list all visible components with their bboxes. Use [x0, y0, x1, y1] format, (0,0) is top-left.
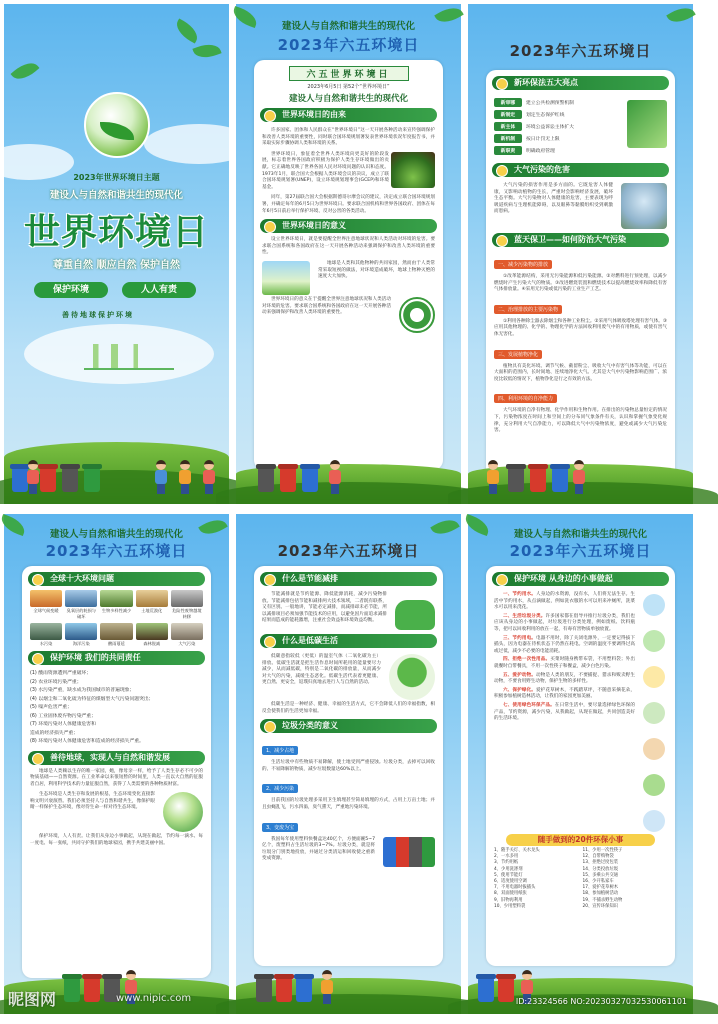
child-figure: [320, 970, 334, 1004]
child-figure: [154, 460, 168, 494]
highlight-text: 划定生态保护红线: [526, 113, 565, 118]
badge-everyone-responsible: 人人有责: [122, 282, 196, 298]
problem-label: 水污染: [39, 641, 53, 646]
highlights-list: [494, 98, 619, 155]
section-bar: 新环保法五大亮点: [492, 76, 669, 90]
tip-entry: 19、不捕杀野生动物: [582, 897, 623, 903]
badge-protect-environment: 保护环境: [34, 282, 108, 298]
theme-subtitle: 建设人与自然和谐共生的现代化: [49, 190, 183, 201]
highlight-tag: 新主体: [494, 122, 522, 131]
header-line: 建设人与自然和谐共生的现代化: [49, 529, 183, 540]
paragraph: ①改革能源结构，采用无污染能源和低污染能源。②对燃料进行预处理，以减少燃烧时产生污染大气的物质。③改进燃烧装置和燃烧技术以提高燃烧效率和降低有害气体排放量。④采用无污染或低污染的工业生产工艺。: [494, 274, 667, 293]
sprout-photo: [391, 152, 435, 188]
theme-line: 2023年世界环境日主题: [73, 173, 160, 182]
sub-label: 三、发展植物净化: [494, 350, 542, 359]
recycle-bin-icon: [258, 468, 274, 492]
recycle-bin-icon: [478, 978, 494, 1002]
problem-tile: [171, 590, 203, 620]
duty-item: (2) 农业环境污染严重；: [30, 679, 82, 685]
problem-label: 海洋污染: [72, 641, 90, 646]
twenty-tips-banner: 随手做到的20件环保小事: [506, 834, 655, 846]
sub-label: 二、治理排放的主要污染物: [494, 305, 562, 314]
sub-label: 四、利用环境的自净能力: [494, 394, 557, 403]
recycle-bin-icon: [530, 468, 546, 492]
tip-entry: 6、适度使用空调: [494, 879, 527, 885]
header-title: 2023年六五环境日: [509, 542, 652, 560]
recycle-bin-icon: [64, 978, 80, 1002]
tip-entry: 14、分类投放垃圾: [582, 866, 619, 872]
problem-tile: [30, 623, 62, 647]
paragraph: 大气环境的自净有物理、化学作用和生物作用。在排出的污染物总量恒定的情况下，污染物浓度在时间上和空间上的分布同气象条件有关，认识和掌握气象变化规律，充分利用大气自净能力，可以降低大气中污染物浓度，避免或减少大气污染危害。: [494, 408, 667, 434]
eco-car-icon: [395, 600, 435, 630]
tip-paragraph: [494, 703, 635, 723]
problem-label: 大气污染: [178, 641, 196, 646]
cover-char: 球: [89, 311, 96, 319]
child-figure: [572, 460, 586, 494]
section-bar: 世界环境日的意义: [260, 219, 437, 233]
problem-label: 森林锐减: [143, 641, 161, 646]
recycle-bin-icon: [296, 978, 312, 1002]
tip-entry: 3、节约用纸: [494, 860, 519, 866]
tip-label: 二、生活垃圾分类。: [503, 613, 546, 619]
child-figure: [26, 460, 40, 494]
sorting-bins-cartoon: [383, 837, 435, 867]
problem-label: 全球气候变暖: [33, 608, 59, 613]
watermark-logo: 昵图网: [8, 990, 57, 1009]
highlight-text: 环境公益诉讼主体扩大: [526, 125, 574, 130]
cover-slogan: 尊重自然 顺应自然 保护自然: [53, 260, 180, 271]
tip-entry: 8、双面使用纸张: [494, 891, 527, 897]
section-bar: 大气污染的危害: [492, 163, 669, 177]
paragraph: 植物具有美化环境、调节气候、截留粉尘、吸收大气中有害气体等功能，可以在大面积的范围内，长时间地、连续地净化大气。尤其是大气中污染物影响范围广、浓度比较低的情况下，植物净化是行之有效的方法。: [494, 363, 667, 382]
problem-label: 酸雨蔓延: [108, 641, 125, 646]
tip-label: 三、节约用电。: [503, 635, 537, 641]
problem-tile: [100, 623, 132, 647]
recycle-bin-icon: [40, 468, 56, 492]
recycle-bin-icon: [62, 468, 78, 492]
section-bar: 保护环境 从身边的小事做起: [492, 572, 669, 586]
bicycle-icon: [643, 810, 665, 832]
tip-entry: 2、一水多用: [494, 854, 519, 860]
sub-label: 1、减少占地: [262, 746, 298, 755]
tip-paragraph: [494, 592, 635, 612]
wind-turbine-photo: [262, 261, 310, 295]
tip-text: 买菜时随身携带布袋，不用塑料袋；外出就餐时自带餐具，不用一次性筷子和餐盒，减少白色污染。: [494, 657, 635, 669]
highlight-text: 明确政府管理: [526, 149, 555, 154]
tip-entry: 16、少开私家车: [582, 879, 614, 885]
content-card: [486, 70, 675, 480]
cover-char: 护: [107, 311, 114, 319]
section-bar: 蓝天保卫——如何防治大气污染: [492, 233, 669, 247]
tip-entry: 20、宣传环保知识: [582, 903, 619, 909]
paragraph: 世界环境日的意义在于提醒全世界注意地球状况和人类活动对环境的危害。要求联合国系统和各国政府在这一天开展各种活动来强调保护和改善人类环境的重要性。: [262, 296, 391, 316]
cover-char: 环: [116, 311, 123, 319]
recycle-bin-icon: [276, 978, 292, 1002]
twenty-tips-grid: [494, 848, 667, 910]
tip-text: 动物是人类的朋友，不要捕捉、猎杀和贩卖野生动物，不要食用野生动物，保护生物的多样性。: [494, 672, 635, 685]
tip-entry: 18、参加植树活动: [582, 891, 619, 897]
faucet-icon: [643, 594, 665, 616]
animal-icon: [643, 738, 665, 760]
cover-char: 善: [62, 311, 69, 319]
recycle-bin-icon: [302, 468, 318, 492]
paragraph: 低碳生活是一种经济、健康、幸福的生活方式，它不会降低人们的幸福指数，相反会使我们的生活更加幸福。: [262, 702, 435, 714]
tip-label: 六、保护绿化。: [503, 687, 537, 693]
paragraph: 许多国家、团体和人民群众在“世界环境日”这一天开展各种活动来宣传强调保护和改善人类环境的重要性，同时联合国环境规划署发表世界环境状况年度报告书，并采取实际步骤协调人类和环境的关系。: [262, 128, 435, 147]
section-bar: 世界环境日的由来: [260, 108, 437, 122]
header-line: 建设人与自然和谐共生的现代化: [281, 21, 415, 32]
watermark-id: ID:23324566 NO:20230327032530061101: [515, 997, 687, 1006]
tip-paragraph: [494, 636, 635, 656]
sub-label: 2、减少污染: [262, 784, 298, 793]
problem-tile: [171, 623, 203, 647]
duty-item: (6) 工业固体废弃物污染严重；: [30, 713, 96, 719]
paragraph: 同年，第27届联合国大会根据斯德哥尔摩会议的建议，决定成立联合国环境规划署，并确定每年的6月5日为世界环境日。要求联合国机构和世界各国政府、团体在每年6月5日前后举行保护环境、反对公害的各类活动。: [262, 195, 435, 214]
card-heading: 六五世界环境日: [289, 66, 409, 81]
tree-icon: [643, 774, 665, 796]
tip-label: 五、爱护动物。: [503, 672, 537, 678]
paragraph: 低碳意指较低（更低）的温室气体（二氧化碳为主）排放。低碳生活就是把生活作息时间所耗用的能量要尽力减少，从而减低碳，特别是二氧化碳的排放量，从而减少对大气的污染，减缓生态恶化。低碳生活代表着更健康、更自然、更安全，返璞归真地去进行人与自然的活动。: [262, 654, 381, 686]
tip-label: 一、节约用水。: [503, 592, 537, 597]
duty-item: (1) 酸雨资源遭到严重破坏；: [30, 671, 92, 676]
tip-text: 在日常生活中，要尽量选择绿色环保的产品，节约资源，减少污染，从我做起，从现在做起，共同创造美好的生活环境。: [494, 702, 635, 722]
tip-paragraph: [494, 673, 635, 686]
problem-tile: [136, 590, 168, 620]
tip-entry: 13、拒绝过度包装: [582, 860, 619, 866]
highlight-tag: 新制定: [494, 110, 522, 119]
sub-label: 3、变废为宝: [262, 823, 298, 832]
recycle-bin-icon: [498, 978, 514, 1002]
content-card: [254, 566, 443, 966]
problem-label: 臭氧层的耗损与破坏: [66, 608, 96, 619]
tip-text: 许多国家都在倡导并推行垃圾分类，我们也应该从身边的小事做起，对垃圾进行分类处理，例如废纸、饮料瓶等，把可以回收利用的放在一起，有毒有害物质单独放置。: [494, 613, 635, 632]
tip-paragraph: [494, 614, 635, 634]
duty-item: (5) 噪声危害严重；: [30, 705, 72, 710]
cover-char-row: [62, 310, 132, 320]
duty-item: 造成的经济损失严重；: [30, 730, 78, 736]
tip-entry: 1、随手关灯、关水龙头: [494, 848, 540, 853]
recycle-icon: [643, 630, 665, 652]
paragraph: 地球是人类和其他物种的共同家园，然而由于人类常常采取短视的做法，对环境造成破坏，地球上物种灭绝的速度大大加快。: [318, 260, 435, 280]
panel-origin: [236, 4, 461, 504]
paragraph: 节能减排就是节约能源、降低能源消耗，减少污染物排放。节能减排包括节能和减排两大技术领域，二者既有联系，又有区别。一般地讲，节能必定减排，而减排却未必节能，所以减排项目必须加强节能技术的应用，以避免因片面追求减排结果而造成的能耗激增，注重社会效益和环境效益均衡。: [262, 592, 387, 624]
tip-paragraph: [494, 657, 635, 670]
tip-paragraph: [494, 688, 635, 701]
problem-tile: [30, 590, 62, 620]
recycle-bin-icon: [256, 978, 272, 1002]
recycle-bin-icon: [84, 978, 100, 1002]
section-bar: 全球十大环境问题: [28, 572, 205, 586]
highlight-item: [494, 98, 619, 107]
section-bar: 什么是节能减排: [260, 572, 437, 586]
highlight-tag: 新审哪: [494, 98, 522, 107]
recycle-bin-icon: [508, 468, 524, 492]
problem-label: 土地荒漠化: [141, 608, 163, 613]
header-title: 2023年六五环境日: [45, 542, 188, 560]
paragraph: 目前我国的垃圾处理多采用卫生填埋甚至简易填埋的方式，占用上万亩土地；并且虫蝇乱飞，污水四溢，臭气熏天，严重地污染环境。: [262, 798, 435, 810]
paragraph: 地球是人类赖以生存的唯一家园，她，像母亲一样，给予了人类生存必不可少的物质基础——自然资源。在工业革命以来很短暂的时间里，人类一直以大自然的征服者自居，利用科学技术的力量征服自然，获得了人类需要的各种物质财富。: [30, 768, 203, 787]
panel-global-issues: [4, 514, 229, 1014]
paragraph: 我国每年使用塑料快餐盒达40亿个，方便面碗5~7亿个，废塑料占生活垃圾的3~7%。垃圾分类，就是将垃圾分门别类地投放，并通过分类清运和回收使之重新变成资源。: [262, 836, 375, 862]
tip-entry: 12、自带购物袋: [582, 854, 614, 860]
cover-char: 待: [71, 311, 78, 319]
lightbulb-icon: [643, 666, 665, 688]
green-city-skyline-icon: [84, 344, 174, 370]
tip-entry: 11、少用一次性筷子: [582, 848, 623, 853]
tip-entry: 17、爱护花草树木: [582, 885, 619, 891]
green-globe-icon: [163, 792, 203, 832]
panel-small-things: [468, 514, 693, 1014]
paragraph: ①利用各种除尘器去除烟尘和各种工业粉尘。②采用气体吸收塔处理有害气体。③应用其他物理的、化学的、物理化学的方法回收利用废气中的有用物质，或使有害气体无害化。: [494, 318, 667, 337]
problem-tile: [100, 590, 132, 620]
problem-tile: [136, 623, 168, 647]
recycle-bin-icon: [84, 468, 100, 492]
problem-tile: [65, 590, 97, 620]
problem-tile: [65, 623, 97, 647]
cover-char: 境: [125, 311, 132, 319]
paragraph: 保护环境，人人有责。让我们从身边小事做起，从现在做起，节约每一滴水、每一度电、每一张纸，共同守护我们的地球家园，携手共建美丽中国。: [30, 834, 203, 846]
problem-label: 生物多样性减少: [101, 608, 132, 613]
grass-hill: [216, 482, 486, 504]
pollution-cartoon: [621, 183, 667, 229]
problem-label: 危险性废物越境转移: [172, 608, 202, 619]
highlight-text: 建立公共检测预警机制: [526, 101, 574, 106]
tree-badge-icon: [399, 297, 435, 333]
paragraph: 大气污染的损害作用是多方面的。它既危害人体健康，又影响动植物的生长，严重时会影响经济发展，破坏生态平衡。大气污染物对人体健康的危害，主要表现为呼吸道疾病与生理机能障碍，以及眼鼻等黏膜组织受到刺激而患病。: [494, 183, 613, 215]
child-figure: [202, 460, 216, 494]
sub-label: 一、减少污染物的排放: [494, 260, 552, 269]
card-date: 2023年6月5日 第52个“世界环境日”: [307, 84, 390, 90]
header-title: 2023年六五环境日: [509, 42, 652, 60]
duty-item: (7) 环境污染对人体健康危害和: [30, 722, 96, 727]
panel-cover: [4, 4, 229, 504]
duty-item: (3) 水污染严重，缺水成为我国城市的普遍现象；: [30, 688, 135, 693]
tip-text: 电器不用时，除了关闭电源外，一定要记得拔下插头，因为电器在待机状态下仍然在耗电。空调的温度不要调得过高或过低，减少不必要的电能消耗。: [494, 635, 635, 654]
tip-entry: 7、不用电器时拔插头: [494, 885, 536, 891]
paragraph: 生态环境是人类生存和发展的根基，生态环境变化直接影响文明兴衰演替。我们必须坚持人与自然和谐共生，像保护眼睛一样保护生态环境，像对待生命一样对待生态环境。: [30, 792, 155, 811]
cover-char: 保: [98, 311, 105, 319]
problem-grid: [30, 590, 203, 647]
tip-entry: 4、少用洗涤剂: [494, 866, 523, 872]
shopping-bag-icon: [643, 702, 665, 724]
recycle-bin-icon: [552, 468, 568, 492]
tip-label: 四、拒绝一次性用品。: [503, 657, 551, 663]
recycle-bin-icon: [280, 468, 296, 492]
content-card: [486, 566, 675, 966]
child-figure: [178, 460, 192, 494]
header-title: 2023年六五环境日: [277, 542, 420, 560]
highlight-item: [494, 146, 619, 155]
content-card: [254, 60, 443, 470]
highlight-tag: 新职责: [494, 146, 522, 155]
law-book-icon: [627, 100, 667, 148]
tip-label: 七、使用绿色环保产品。: [503, 702, 555, 708]
cover-big-title: 世界环境日: [23, 212, 209, 253]
card-theme: 建设人与自然和谐共生的现代化: [288, 94, 408, 104]
highlight-tag: 新机制: [494, 134, 522, 143]
child-figure: [486, 460, 500, 494]
paragraph: 设立世界环境日，就是要提醒全世界注意地球状况和人类活动对环境的危害。要求联合国系统和各国政府在这一天开展各种活动来强调保护和改善人类环境的重要性。: [262, 237, 435, 256]
section-bar: 垃圾分类的意义: [260, 719, 437, 733]
tree-hands-icon: [389, 654, 435, 700]
cover-char: 地: [80, 311, 87, 319]
tip-text: 人身边的水资源，没有水，人们将无法生存。生活中节约用水，从点滴做起，例如洗衣服的水可以用来冲厕所，洗菜水可以用来浇花。: [494, 592, 635, 611]
child-figure: [328, 460, 342, 494]
paragraph: 世界环境日，象征着全世界人类环境向更美好的阶段发展，标志着世界各国政府积极为保护人类生存环境做出的贡献。它正确地反映了世界各国人民对环境问题的认识和态度。1973年1月，联合国大会根据人类环境会议的决议，成立了联合国环境规划署(UNEP)，设立环境规划理事会(GCEP)和环境基金。: [262, 151, 389, 190]
section-bar: 什么是低碳生活: [260, 634, 437, 648]
duty-item: (8) 环境污染对人体健康危害和造成的经济损失严重。: [30, 739, 144, 744]
tip-entry: 5、使用节能灯: [494, 872, 523, 878]
header-title: 2023年六五环境日: [277, 36, 420, 54]
paragraph: 生活垃圾中有些物质不易降解，使土地受到严重侵蚀。垃圾分类，去掉可以回收的、不易降解的物质，减少垃圾数量达60%以上。: [262, 760, 435, 772]
panel-law: [468, 4, 693, 504]
tip-entry: 9、旧物再利用: [494, 897, 523, 903]
header-line: 建设人与自然和谐共生的现代化: [513, 529, 647, 540]
highlight-item: [494, 134, 619, 143]
tip-entry: 15、多乘公共交通: [582, 872, 619, 878]
duty-item: (4) 以烟尘和二氧化硫为特征的煤烟型大气污染问题突出；: [30, 696, 154, 702]
tip-entry: 10、少用塑料袋: [494, 903, 526, 909]
watermark-url: www.nipic.com: [116, 993, 192, 1004]
tip-text: 爱护花草树木，不践踏草坪，不随意采摘花朵，积极参加植树造林活动，让我们的家园更加美丽。: [494, 687, 635, 700]
highlight-item: [494, 110, 619, 119]
section-bar: 善待地球，实现人与自然和谐发展: [28, 751, 205, 765]
highlight-text: 按日计罚无上限: [526, 137, 560, 142]
section-bar: 保护环境 我们的共同责任: [28, 651, 205, 665]
highlight-item: [494, 122, 619, 131]
content-card: [22, 566, 211, 978]
